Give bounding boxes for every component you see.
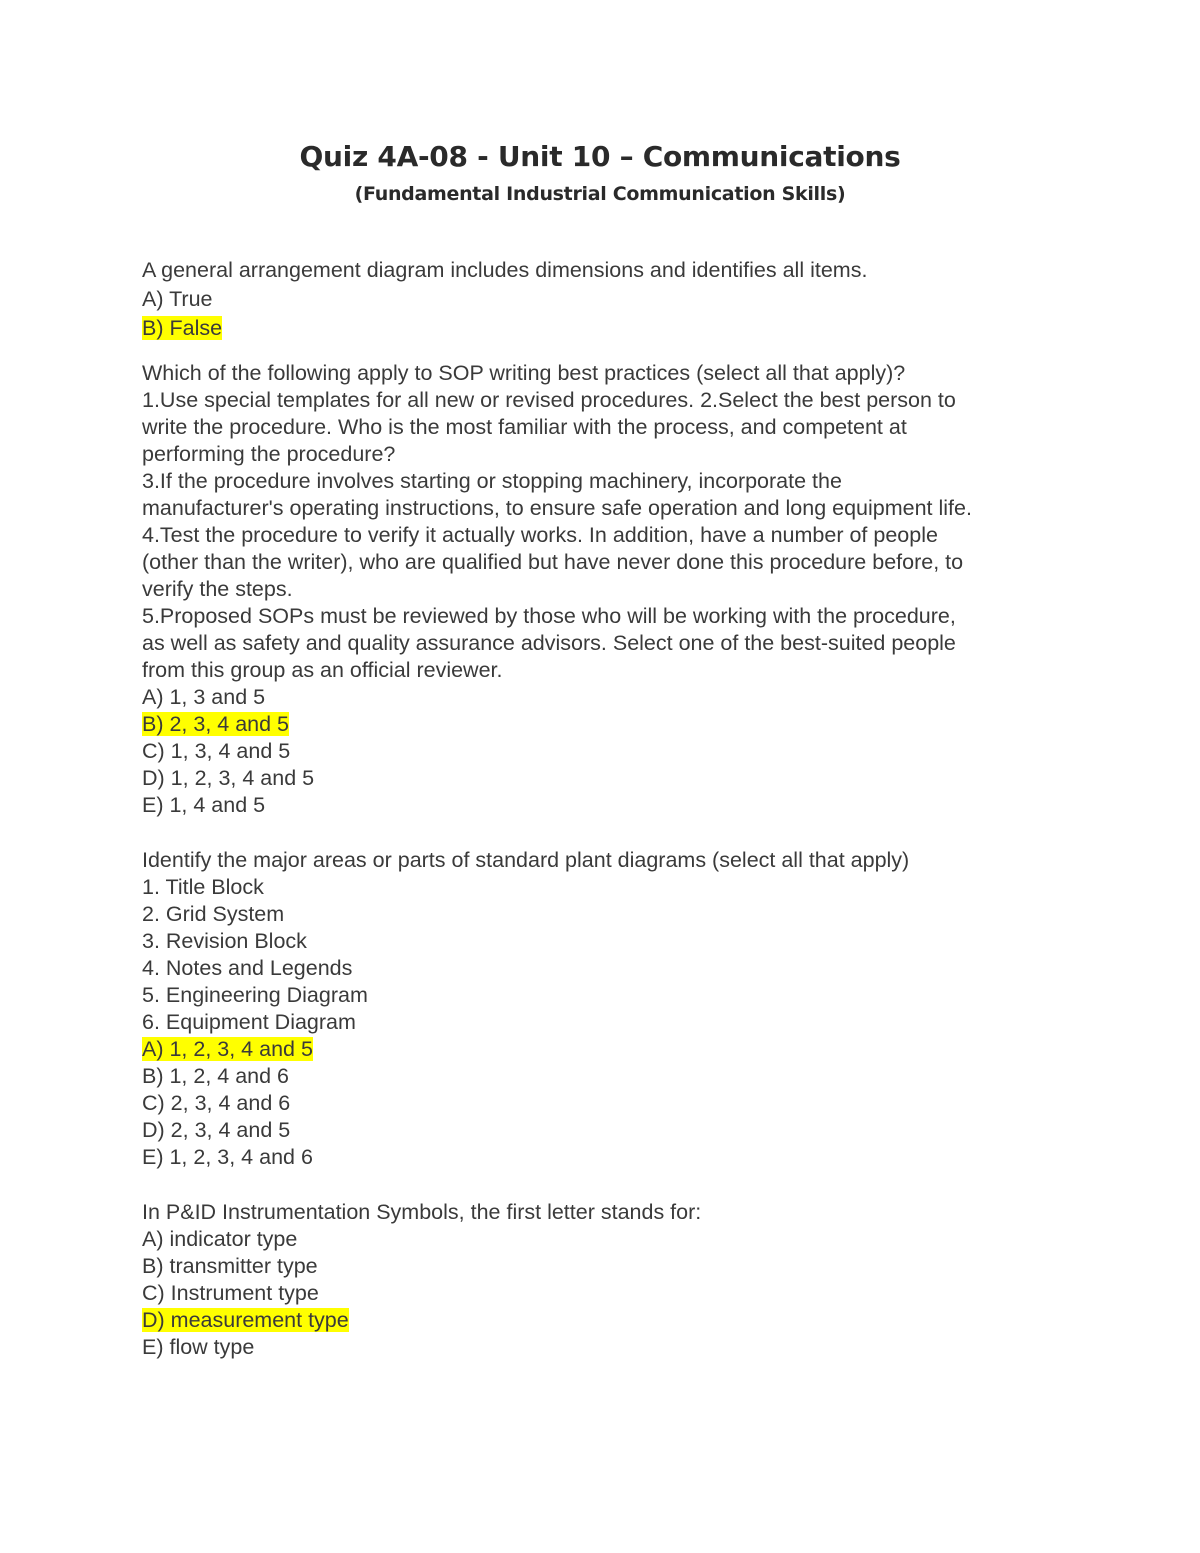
question-2-option-e — [142, 792, 1062, 819]
highlighted-answer: D) measurement type — [142, 1308, 349, 1332]
question-1-option-b — [142, 314, 1062, 343]
highlighted-answer: B) False — [142, 316, 223, 340]
question-3-option-c — [142, 1090, 1062, 1117]
question-1-text: A general arrangement diagram includes dimensions and identifies all items. — [142, 258, 868, 282]
option-label: A) True — [142, 287, 213, 311]
option-label: D) 1, 2, 3, 4 and 5 — [142, 766, 315, 790]
question-3-option-d — [142, 1117, 1062, 1144]
option-label: B) 1, 2, 4 and 6 — [142, 1064, 290, 1088]
question-2-text-line: performing the procedure? — [142, 442, 396, 466]
question-2-option-d — [142, 765, 1062, 792]
question-4-option-d — [142, 1307, 1062, 1334]
question-2-text-line: verify the steps. — [142, 577, 293, 601]
question-3-item: 6. Equipment Diagram — [142, 1010, 356, 1034]
question-4-text: In P&ID Instrumentation Symbols, the first letter stands for: — [142, 1200, 702, 1224]
question-1 — [142, 257, 1062, 343]
question-3 — [142, 847, 1062, 1171]
question-2-option-c — [142, 738, 1062, 765]
question-2-text-line: (other than the writer), who are qualified but have never done this procedure before, to — [142, 550, 964, 574]
question-2-option-b — [142, 711, 1062, 738]
question-2-text-line: 3.If the procedure involves starting or stopping machinery, incorporate the — [142, 469, 842, 493]
question-3-option-b — [142, 1063, 1062, 1090]
question-3-option-a — [142, 1036, 1062, 1063]
question-4-option-a — [142, 1226, 1062, 1253]
question-2-text-line: 4.Test the procedure to verify it actually works. In addition, have a number of people — [142, 523, 938, 547]
option-label: C) Instrument type — [142, 1281, 319, 1305]
question-4 — [142, 1199, 1062, 1361]
question-2 — [142, 360, 1062, 819]
option-label: C) 1, 3, 4 and 5 — [142, 739, 291, 763]
question-3-item: 1. Title Block — [142, 875, 264, 899]
option-label: E) 1, 4 and 5 — [142, 793, 266, 817]
option-label: E) flow type — [142, 1335, 255, 1359]
question-3-text: Identify the major areas or parts of standard plant diagrams (select all that apply) — [142, 848, 910, 872]
question-2-text-line: manufacturer's operating instructions, to ensure safe operation and long equipment life. — [142, 496, 972, 520]
question-2-option-a — [142, 684, 1062, 711]
option-label: D) 2, 3, 4 and 5 — [142, 1118, 291, 1142]
option-label: A) indicator type — [142, 1227, 298, 1251]
page-subtitle: (Fundamental Industrial Communication Skills) — [354, 183, 846, 205]
question-4-option-e — [142, 1334, 1062, 1361]
question-3-item: 3. Revision Block — [142, 929, 307, 953]
question-2-text-line: 1.Use special templates for all new or revised procedures. 2.Select the best person to — [142, 388, 956, 412]
highlighted-answer: B) 2, 3, 4 and 5 — [142, 712, 290, 736]
question-2-text-line: as well as safety and quality assurance advisors. Select one of the best-suited people — [142, 631, 956, 655]
question-3-item: 2. Grid System — [142, 902, 285, 926]
question-2-text-line: Which of the following apply to SOP writing best practices (select all that apply)? — [142, 361, 906, 385]
question-2-text-line: from this group as an official reviewer. — [142, 658, 503, 682]
option-label: C) 2, 3, 4 and 6 — [142, 1091, 291, 1115]
question-3-item: 5. Engineering Diagram — [142, 983, 368, 1007]
page-title: Quiz 4A-08 - Unit 10 – Communications — [299, 140, 901, 173]
option-label: B) transmitter type — [142, 1254, 318, 1278]
question-2-text-line: write the procedure. Who is the most familiar with the process, and competent at — [142, 415, 907, 439]
option-label: A) 1, 3 and 5 — [142, 685, 266, 709]
question-3-option-e — [142, 1144, 1062, 1171]
question-4-option-c — [142, 1280, 1062, 1307]
option-label: E) 1, 2, 3, 4 and 6 — [142, 1145, 313, 1169]
highlighted-answer: A) 1, 2, 3, 4 and 5 — [142, 1037, 313, 1061]
question-3-item: 4. Notes and Legends — [142, 956, 353, 980]
question-1-option-a — [142, 285, 1062, 314]
question-2-text-line: 5.Proposed SOPs must be reviewed by those who will be working with the procedure, — [142, 604, 956, 628]
question-4-option-b — [142, 1253, 1062, 1280]
